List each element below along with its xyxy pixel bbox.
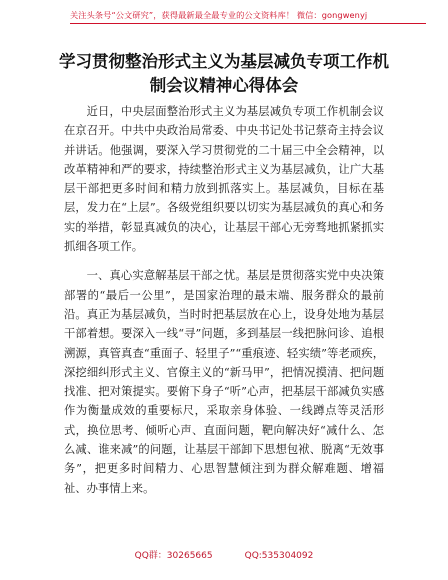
footer-qq-group: QQ群：30265665 xyxy=(134,551,213,561)
paragraph-section-1: 一、真心实意解基层干部之忧。基层是贯彻落实党中央决策部署的“最后一公里”，是国家治理的最末端、服务群众的最前沿。真正为基层减负，当时时把基层放在心上，设身处地为基层干部着想。要深入一线“寻”问题，多到基层一线把脉问诊、追根溯源，真管真查“重面子、轻里子”“重痕迹、轻实绩”等老顽疾，深挖细纠形式主义、官僚主义的“新马甲”，把情况摸清、把问题找准、把对策提实。要俯下身子“听”心声，把基层干部减负实感作为衡量成效的重要标尺，采取亲身体验、一线蹲点等灵活形式，换位思考、倾听心声、直面问题，靶向解决好“减什么、怎么减、谁来减”的问题，让基层干部卸下思想包袱、脱离“无效事务”，把更多时间精力、心思智慧倾注到为群众解难题、增福祉、办事情上来。 xyxy=(64,269,384,495)
document-title xyxy=(52,50,396,98)
paragraph-intro: 近日，中央层面整治形式主义为基层减负专项工作机制会议在京召开。中共中央政治局常委、中央书记处书记蔡奇主持会议并讲话。他强调，要深入学习贯彻党的二十届三中全会精神，以改革精神和严的要求，持续整治形式主义为基层减负，让广大基层干部把更多时间和精力放到抓落实上。基层减负，目标在基层，发力在“上层”。各级党组织要以切实为基层减负的真心和务实的举措，彰显真减负的决心，让基层干部心无旁骛地抓紧抓实抓细各项工作。 xyxy=(64,105,384,254)
footer-contact xyxy=(0,550,448,562)
header-banner: 关注头条号“公文研究”，获得最新最全最专业的公文资料库！ 微信：gongwenyj xyxy=(70,10,368,20)
footer-qq: QQ:535304092 xyxy=(244,551,314,561)
document-body xyxy=(64,102,384,498)
title-line-1: 学习贯彻整治形式主义为基层减负专项工作机 xyxy=(59,52,389,71)
header-divider xyxy=(70,23,426,24)
title-line-2: 制会议精神心得体会 xyxy=(149,76,299,95)
